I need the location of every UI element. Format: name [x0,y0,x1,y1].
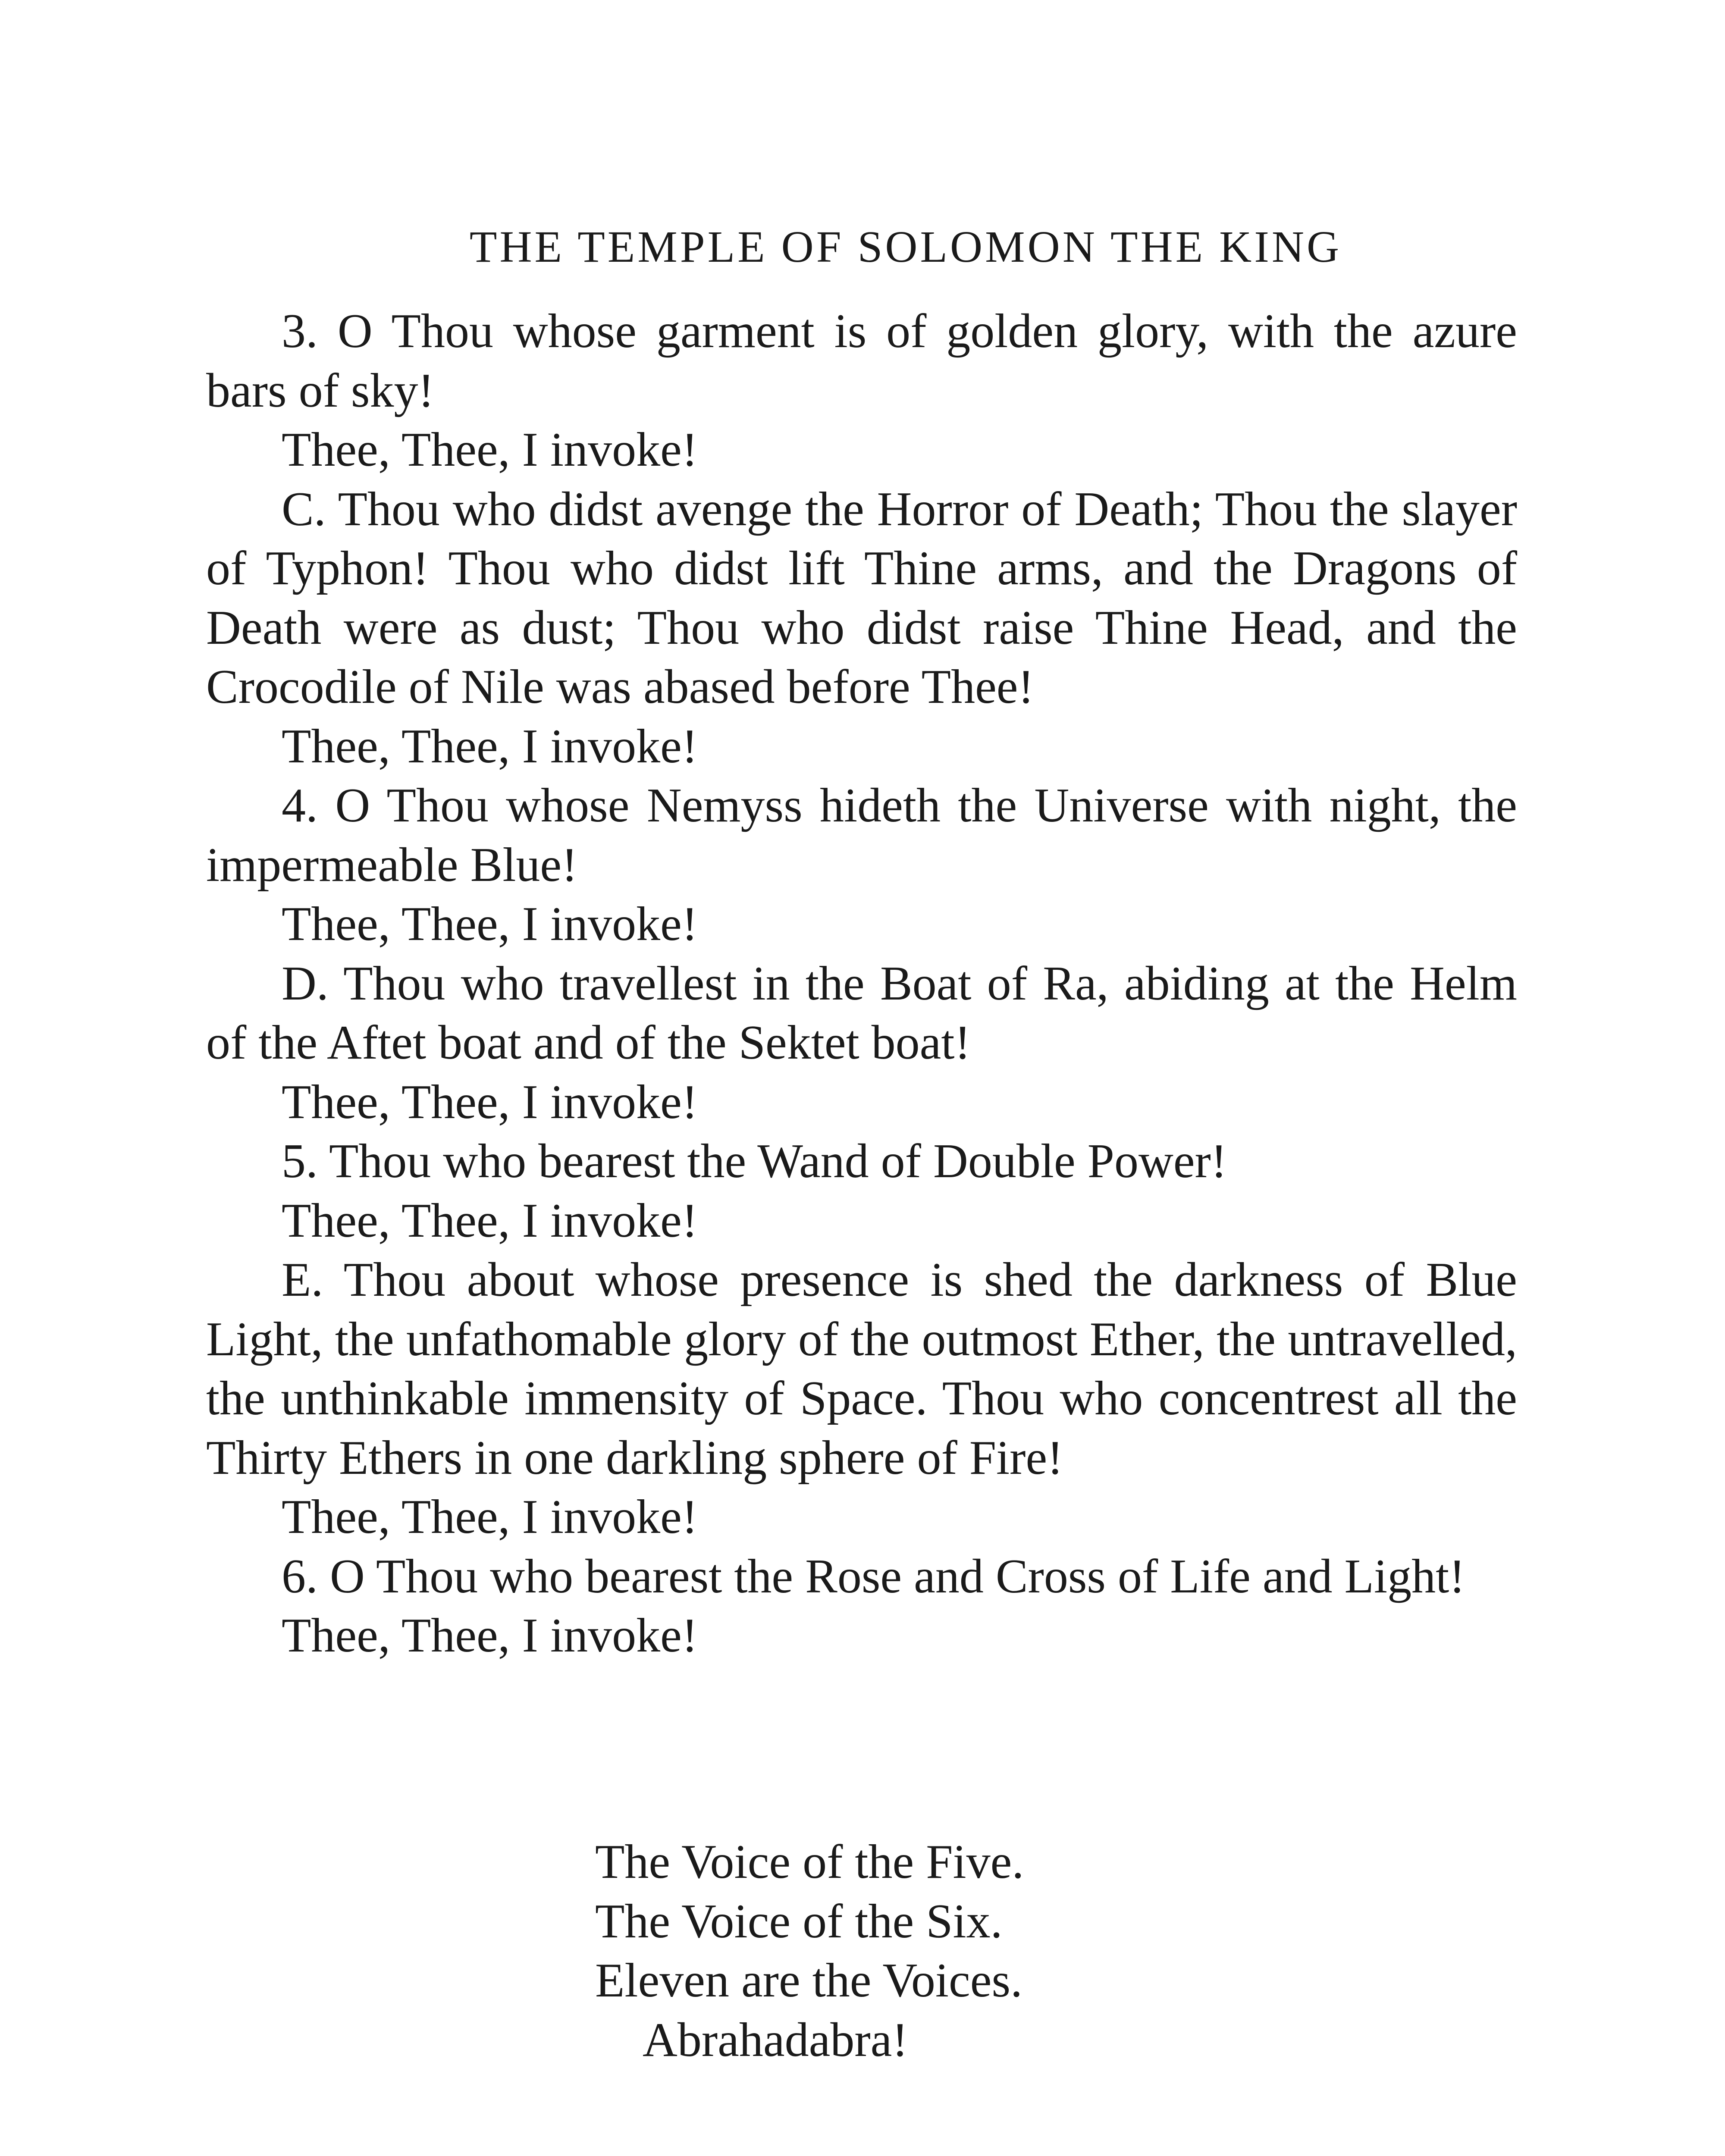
closing-voices [595,1833,1024,2070]
response-line: Thee, Thee, I invoke! [282,1609,698,1662]
paragraph-invocation-d: D. Thou who travellest in the Boat of Ra, abiding at the Helm of the Aftet boat and of the Sektet boat! [206,956,1517,1069]
response-line: Thee, Thee, I invoke! [282,1075,698,1129]
paragraph-invocation-4: 4. O Thou whose Nemyss hideth the Universe with night, the impermeable Blue! [206,779,1517,892]
paragraph-invocation-c: C. Thou who didst avenge the Horror of Death; Thou the slayer of Typhon! Thou who didst lift Thine arms, and the Dragons of Death were as dust; Thou who didst raise Thine Head, and the Crocodile of Nile was abased before Thee! [206,482,1517,714]
body-text [206,302,1517,1666]
response-line: Thee, Thee, I invoke! [282,897,698,951]
paragraph-invocation-6: 6. O Thou who bearest the Rose and Cross of Life and Light! [282,1549,1465,1603]
voice-line: Eleven are the Voices. [595,1954,1023,2007]
paragraph-invocation-3: 3. O Thou whose garment is of golden glory, with the azure bars of sky! [206,304,1517,417]
response-line: Thee, Thee, I invoke! [282,423,698,476]
paragraph-invocation-5: 5. Thou who bearest the Wand of Double Power! [282,1134,1227,1188]
running-title: THE TEMPLE OF SOLOMON THE KING [469,222,1342,272]
paragraph-invocation-e: E. Thou about whose presence is shed the darkness of Blue Light, the unfathomable glory of the outmost Ether, the untravelled, the unthinkable immensity of Space. Thou who concentrest all the Thirty Ethers in one darkling sphere of Fire! [206,1253,1517,1485]
response-line: Thee, Thee, I invoke! [282,719,698,773]
voice-line: The Voice of the Six. [595,1894,1003,1948]
voice-line: The Voice of the Five. [595,1835,1024,1889]
response-line: Thee, Thee, I invoke! [282,1194,698,1247]
response-line: Thee, Thee, I invoke! [282,1490,698,1544]
voice-line-abrahadabra: Abrahadabra! [643,2013,908,2067]
